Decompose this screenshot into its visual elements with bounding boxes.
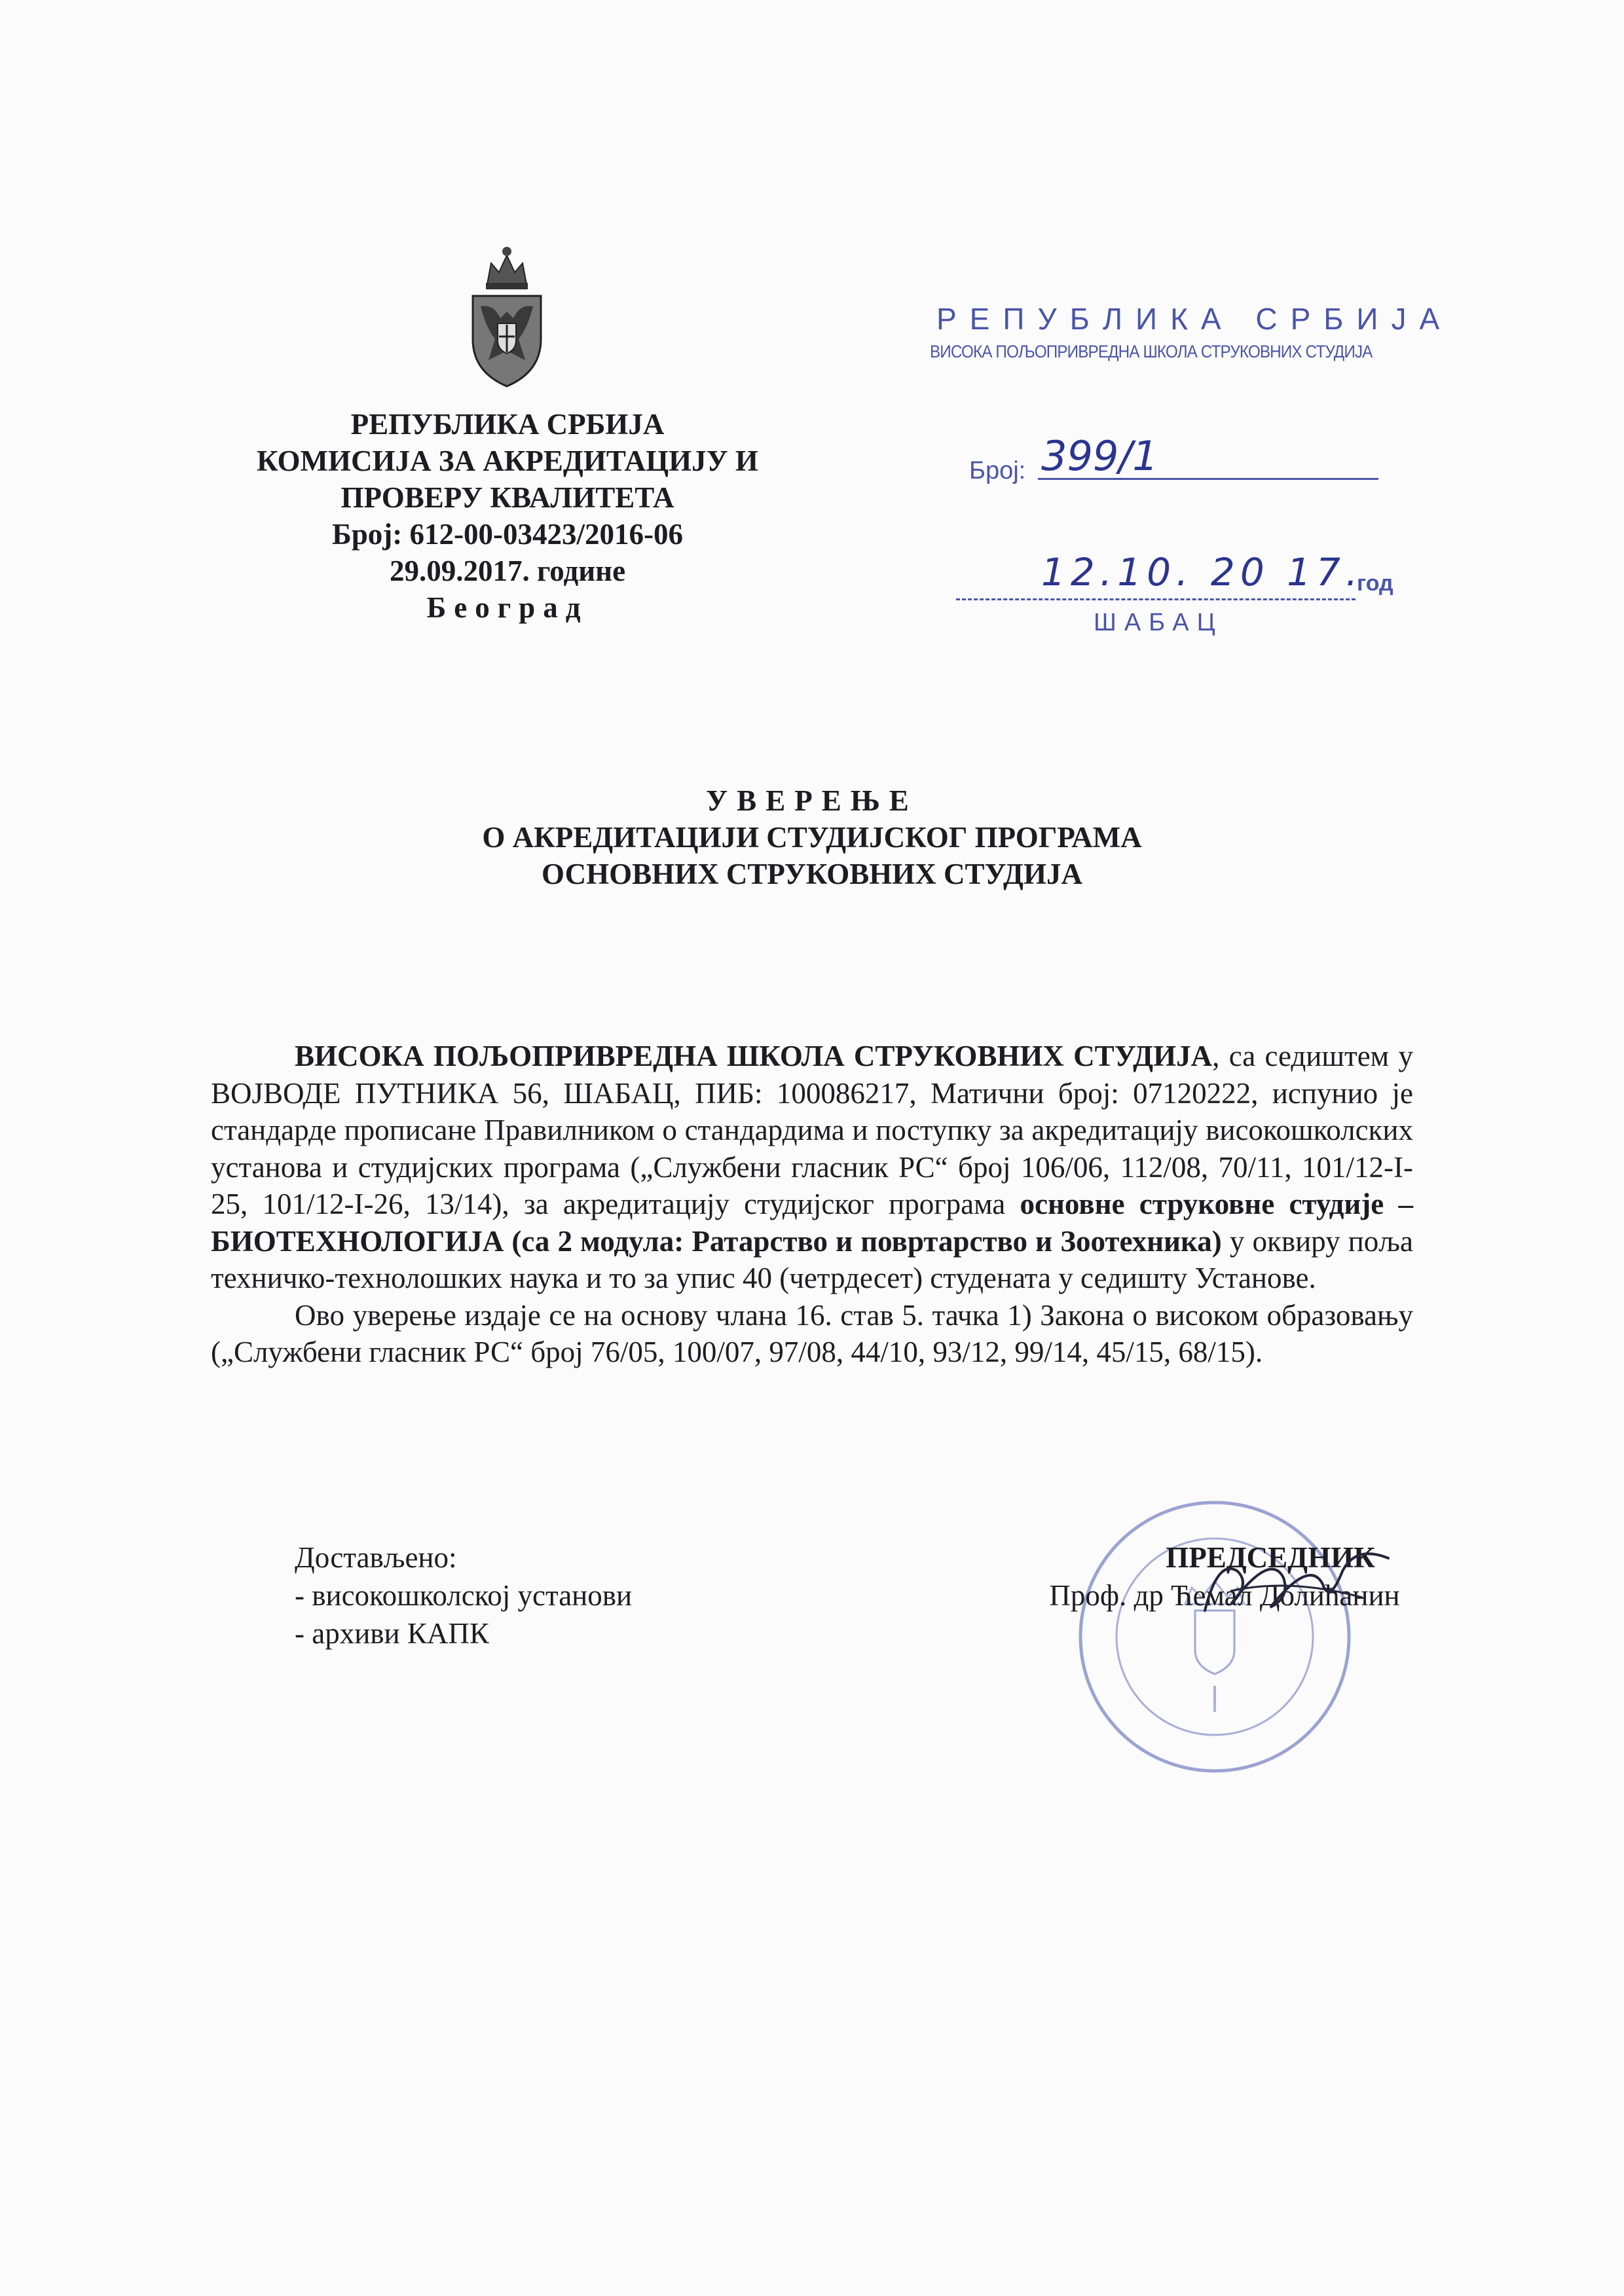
issuer-country: РЕПУБЛИКА СРБИЈА	[350, 408, 665, 441]
body-paragraph-1	[211, 1038, 1413, 1297]
title-line3: ОСНОВНИХ СТРУКОВНИХ СТУДИЈА	[542, 858, 1082, 890]
issuer-date: 29.09.2017. године	[389, 555, 626, 587]
president-title: ПРЕДСЕДНИК	[1166, 1541, 1375, 1574]
delivered-item-2: - архиви КАПК	[295, 1617, 489, 1650]
institution-name: ВИСОКА ПОЉОПРИВРЕДНА ШКОЛА СТРУКОВНИХ СТУДИЈА	[295, 1040, 1213, 1072]
stamp-date-line	[956, 598, 1356, 600]
body-text-b: у оквиру поља техничко-технолошких наука и то за упис 40 (четрдесет) студената у седишту Установе.	[211, 1224, 1413, 1294]
serbian-coat-of-arms-icon	[465, 241, 549, 390]
title-line2: О АКРЕДИТАЦИЈИ СТУДИЈСКОГ ПРОГРАМА	[482, 821, 1142, 854]
issuer-commission-line1: КОМИСИЈА ЗА АКРЕДИТАЦИЈУ И	[257, 445, 758, 477]
issuer-city: Београд	[426, 591, 589, 624]
delivered-block	[295, 1539, 632, 1652]
issuer-commission-line2: ПРОВЕРУ КВАЛИТЕТА	[341, 481, 674, 514]
delivered-item-1: - високошколској установи	[295, 1579, 633, 1612]
delivered-label: Достављено:	[295, 1541, 457, 1574]
stamp-year-suffix: год	[1357, 571, 1393, 596]
stamp-number-line	[1038, 478, 1378, 480]
handwritten-signature-icon	[1192, 1532, 1401, 1637]
stamp-country: РЕПУБЛИКА СРБИЈА	[936, 302, 1453, 336]
title-line1: УВЕРЕЊЕ	[706, 784, 918, 817]
received-stamp	[917, 301, 1453, 668]
document-title	[196, 782, 1428, 892]
program-name: основне струковне студије – БИОТЕХНОЛОГИЈА (са 2 модула: Ратарство и повртарство и Зоотехника)	[211, 1188, 1413, 1258]
stamp-date-handwritten: 12.10. 20 17.	[1041, 550, 1363, 594]
issuer-header	[223, 406, 792, 626]
stamp-city: ШАБАЦ	[1094, 609, 1223, 636]
stamp-number-handwritten: 399/1	[1041, 432, 1158, 480]
issuer-number: Број: 612-00-03423/2016-06	[332, 518, 683, 551]
document-body	[211, 1038, 1413, 1371]
president-name: Проф. др Ћемал Долићанин	[1049, 1579, 1400, 1612]
body-paragraph-2: Ово уверење издаје се на основу члана 16. став 5. тачка 1) Закона о високом образовању („Службени гласник РС“ број 76/05, 100/07, 97/08, 44/10, 93/12, 99/14, 45/15, 68/15).	[211, 1298, 1413, 1368]
stamp-school: ВИСОКА ПОЉОПРИВРЕДНА ШКОЛА СТРУКОВНИХ СТУДИЈА	[930, 342, 1373, 361]
stamp-number-label: Број:	[969, 457, 1026, 484]
body-text-a: , са седиштем у ВОЈВОДЕ ПУТНИКА 56, ШАБАЦ, ПИБ: 100086217, Матични број: 07120222, испунио је стандарде прописане Правилником о стандардима и поступку за акредитацију високошколских установа и студијских програма („Службени гласник РС“ број 106/06, 112/08, 70/11, 101/12-I-25, 101/12-I-26, 13/14), за акредитацију студијског програма	[211, 1040, 1413, 1220]
